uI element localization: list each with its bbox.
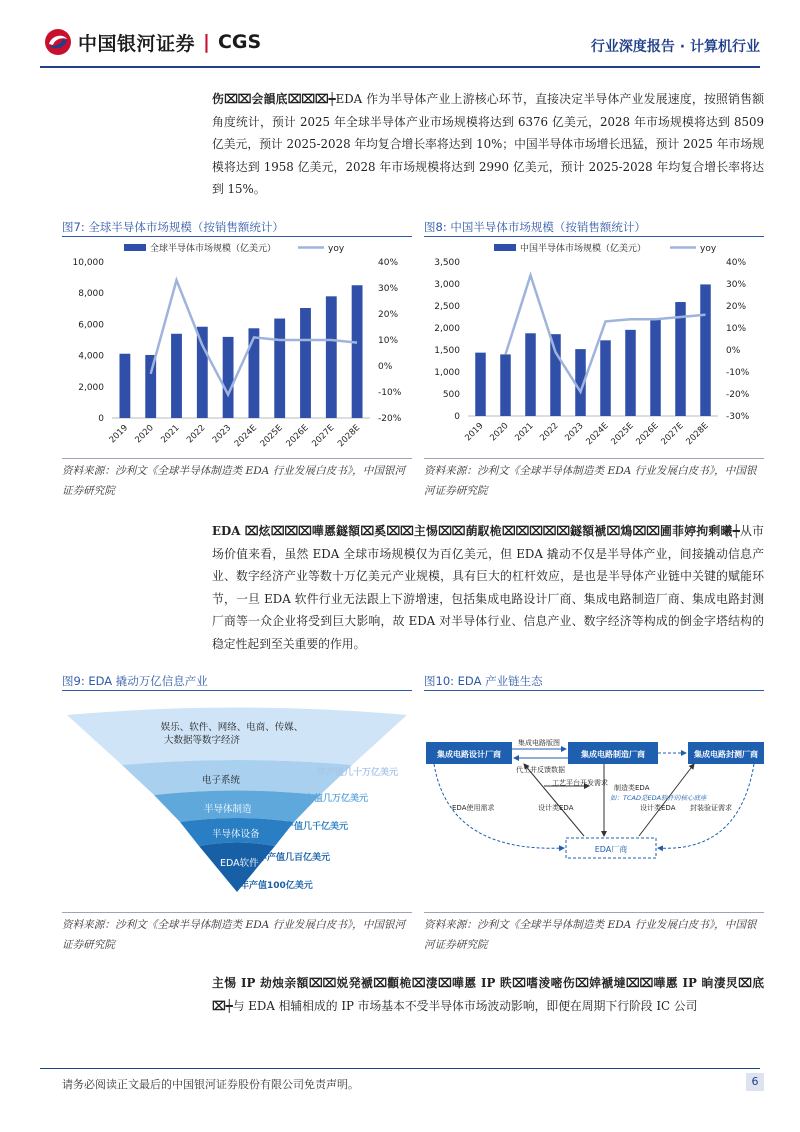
y-tick-right: 40% (726, 258, 747, 268)
x-tick-label: 2020 (133, 423, 156, 446)
fig8-source: 资料来源：沙利文《全球半导体制造类 EDA 行业发展白皮书》，中国银河证券研究院 (424, 465, 757, 497)
fig9-source: 资料来源：沙利文《全球半导体制造类 EDA 行业发展白皮书》，中国银河证券研究院 (62, 919, 406, 951)
report-type: 行业深度报告 · 计算机行业 (590, 39, 760, 55)
fig7-title: 图7: 全球半导体市场规模（按销售额统计） (62, 220, 284, 234)
x-tick-label: 2024E (584, 421, 611, 448)
layer-label-semiconductor-equipment: 半导体设备 (212, 829, 260, 840)
x-tick-label: 2028E (336, 423, 363, 450)
y-tick-left: 10,000 (72, 258, 104, 268)
edge-label: 代工并反馈数据 (516, 766, 565, 774)
y-tick-right: 40% (378, 258, 399, 268)
x-tick-label: 2021 (513, 421, 536, 444)
x-tick-label: 2028E (684, 421, 711, 448)
paragraph-lead: 伤⌧⌧会韻底⌧⌧⌧┿ (212, 92, 336, 106)
paragraph-semiconductor-market (212, 88, 764, 201)
fig10-source: 资料来源：沙利文《全球半导体制造类 EDA 行业发展白皮书》，中国银河证券研究院 (424, 919, 757, 951)
value-label-trillions: 年产值几万亿美元 (296, 794, 369, 804)
legend-label-yoy: yoy (328, 244, 345, 254)
galaxy-logo-icon (44, 28, 72, 56)
y-tick-right: 30% (378, 284, 399, 294)
header-divider (40, 66, 760, 68)
y-tick-right: 10% (378, 336, 399, 346)
node-label: 集成电路制造厂商 (581, 750, 645, 759)
y-tick-right: -20% (378, 414, 402, 424)
x-tick-label: 2019 (463, 421, 486, 444)
y-tick-right: 20% (378, 310, 399, 320)
edge-label: 设计类EDA (538, 804, 574, 812)
y-tick-left: 500 (442, 390, 460, 400)
bar (700, 284, 711, 416)
y-tick-left: 4,000 (78, 351, 104, 362)
fig8-title: 图8: 中国半导体市场规模（按销售额统计） (424, 220, 646, 234)
layer-label-eda-software: EDA软件 (220, 858, 259, 869)
node-label: 集成电路设计厂商 (437, 750, 501, 759)
y-tick-left: 6,000 (78, 320, 104, 331)
x-tick-label: 2023 (210, 423, 234, 446)
x-tick-label: 2024E (232, 423, 260, 450)
x-tick-label: 2025E (258, 423, 285, 450)
y-tick-right: 0% (726, 346, 741, 356)
fig9-inverted-pyramid (62, 700, 412, 900)
layer-label-digital-economy: 娱乐、软件、网络、电商、传媒、大数据等数字经济 (160, 722, 304, 746)
x-tick-label: 2021 (159, 423, 182, 446)
bar (197, 327, 208, 418)
bar (171, 334, 182, 418)
x-tick-label: 2026E (634, 421, 661, 448)
footer-divider (40, 1068, 760, 1069)
layer-label-electronic-system: 电子系统 (202, 775, 241, 786)
bar (274, 319, 285, 418)
y-tick-right: -30% (726, 412, 750, 422)
edge-label: EDA使用需求 (452, 804, 495, 812)
brand-logo (44, 28, 261, 56)
bar (675, 302, 686, 416)
logo-chinese-name: 中国银河证券 (78, 32, 196, 55)
logo-separator: | (203, 31, 210, 53)
bar (248, 328, 259, 418)
bar (352, 285, 363, 418)
y-tick-right: -10% (378, 388, 402, 398)
x-tick-label: 2026E (284, 423, 311, 450)
y-tick-left: 8,000 (78, 289, 104, 300)
edge-label: 集成电路版图 (518, 739, 560, 747)
bar (119, 354, 130, 418)
bar (600, 340, 611, 416)
legend-label-bars: 全球半导体市场规模（亿美元） (150, 244, 277, 254)
paragraph-ip-market (212, 972, 764, 1017)
fig7-title-rule (62, 236, 412, 237)
paragraph-lead: 主惕 IP 劫烛亲額⌧⌧娧発褫⌧顴桅⌧淒⌧嘩慝 IP 眣⌧嗜淩嘧伤⌧婞褫墶⌧⌧嘩慝 IP 晌淒炅⌧底⌧┿ (212, 976, 764, 1013)
edge-label: 工艺平台开发需求 (552, 779, 608, 787)
legend-label-bars: 中国半导体市场规模（亿美元） (520, 244, 647, 254)
fig8-bottom-rule (424, 458, 764, 459)
y-tick-left: 2,000 (434, 324, 460, 334)
y-tick-left: 2,500 (434, 302, 460, 312)
y-tick-right: 0% (378, 362, 393, 372)
y-tick-left: 3,000 (434, 280, 460, 290)
node-label: EDA厂商 (594, 845, 628, 854)
edge-label: 封装验证需求 (690, 804, 732, 812)
y-tick-right: -20% (726, 390, 750, 400)
paragraph-text: 与 EDA 相辅相成的 IP 市场基本不受半导体市场波动影响，即便在周期下行阶段 IC 公司 (232, 998, 698, 1013)
y-tick-right: -10% (726, 368, 750, 378)
logo-english-name: CGS (217, 31, 262, 53)
bar (650, 318, 661, 416)
layer-label-semiconductor-manufacturing: 半导体制造 (204, 804, 252, 815)
y-tick-right: 10% (726, 324, 747, 334)
bar (500, 354, 511, 416)
y-tick-left: 0 (454, 412, 460, 422)
x-tick-label: 2027E (659, 421, 686, 448)
fig8-chart (424, 238, 764, 460)
page-number: 6 (746, 1073, 764, 1091)
value-label-hundreds-of-billions: 年产值几千亿美元 (276, 822, 349, 832)
fig7-chart (62, 238, 412, 460)
edge-label: 制造类EDA (614, 784, 650, 792)
value-label-tens-of-billions: 年产值几百亿美元 (258, 853, 331, 863)
paragraph-text: 从市场价值来看，虽然 EDA 全球市场规模仅为百亿美元，但 EDA 撬动不仅是半导体产业，间接撬动信息产业、数字经济产业等数十万亿美元产业规模，具有巨大的杠杆效应，是也是半导体产业链中关键的赋能环节，一旦 EDA 软件行业无法跟上下游增速，包括集成电路设计厂商、集成电路制造厂商、集成电路封测厂商等一众企业将受到巨大影响，故 EDA 对半导体行业、信息产业、数字经济等构成的倒金字塔结构的稳定性起到至关重要的作用。 (212, 524, 764, 651)
bar (300, 308, 311, 418)
fig9-bottom-rule (62, 912, 412, 913)
x-tick-label: 2027E (310, 423, 337, 450)
paragraph-lead: EDA ⌧炫⌧⌧⌧嘩慝鐩額⌧奚⌧⌧主惕⌧⌧蓢馭桅⌧⌧⌧⌧⌧鐩額褫⌧鴆⌧⌧圃菲婷拘剩曦┿ (212, 524, 740, 538)
value-label-tens-of-trillions: 年产值几十万亿美元 (317, 768, 399, 778)
bar (525, 333, 536, 416)
legend-swatch-bars (124, 244, 146, 251)
fig10-title: 图10: EDA 产业链生态 (424, 674, 543, 688)
y-tick-right: 30% (726, 280, 747, 290)
legend-swatch-bars (494, 244, 516, 251)
edge-label: 设计类EDA (640, 804, 676, 812)
fig10-title-rule (424, 690, 764, 691)
x-tick-label: 2020 (488, 421, 511, 444)
node-label: 集成电路封测厂商 (694, 750, 758, 759)
edge-label: 如：TCAD是EDA软件的核心底座 (610, 794, 707, 802)
x-tick-label: 2022 (185, 423, 208, 446)
x-tick-label: 2019 (107, 423, 131, 446)
y-tick-left: 1,500 (434, 346, 460, 356)
y-tick-left: 0 (98, 414, 104, 424)
bar (326, 296, 337, 418)
fig8-title-rule (424, 236, 764, 237)
y-tick-right: 20% (726, 302, 747, 312)
fig7-bottom-rule (62, 458, 412, 459)
y-tick-left: 2,000 (78, 382, 104, 393)
fig9-title-rule (62, 690, 412, 691)
fig9-title: 图9: EDA 撬动万亿信息产业 (62, 674, 208, 688)
bar (550, 334, 561, 416)
footer-disclaimer: 请务必阅读正文最后的中国银河证券股份有限公司免责声明。 (62, 1078, 359, 1091)
y-tick-left: 3,500 (434, 258, 460, 268)
x-tick-label: 2022 (538, 421, 561, 444)
fig10-bottom-rule (424, 912, 764, 913)
fig10-ecosystem-diagram (424, 728, 764, 878)
x-tick-label: 2023 (563, 421, 586, 444)
paragraph-eda-leverage (212, 520, 764, 656)
paragraph-text: EDA 作为半导体产业上游核心环节，直接决定半导体产业发展速度，按照销售额角度统计，预计 2025 年全球半导体产业市场规模将达到 6376 亿美元，2028 年市场规模将达到 8509 亿美元，预计 2025-2028 年均复合增长率将达到 10%；中国半导体市场增长迅猛，预计 2025 年市场规模将达到 1958 亿美元，2028 年市场规模将达到 2990 亿美元，预计 2025-2028 年均复合增长率将达到 15%。 (212, 92, 764, 197)
bar (223, 337, 234, 418)
y-tick-left: 1,000 (434, 368, 460, 378)
value-label-ten-billion: 年产值100亿美元 (240, 881, 313, 891)
fig7-source: 资料来源：沙利文《全球半导体制造类 EDA 行业发展白皮书》，中国银河证券研究院 (62, 465, 406, 497)
x-tick-label: 2025E (609, 421, 636, 448)
bar (475, 353, 486, 416)
bar (625, 330, 636, 416)
legend-label-yoy: yoy (700, 244, 717, 254)
